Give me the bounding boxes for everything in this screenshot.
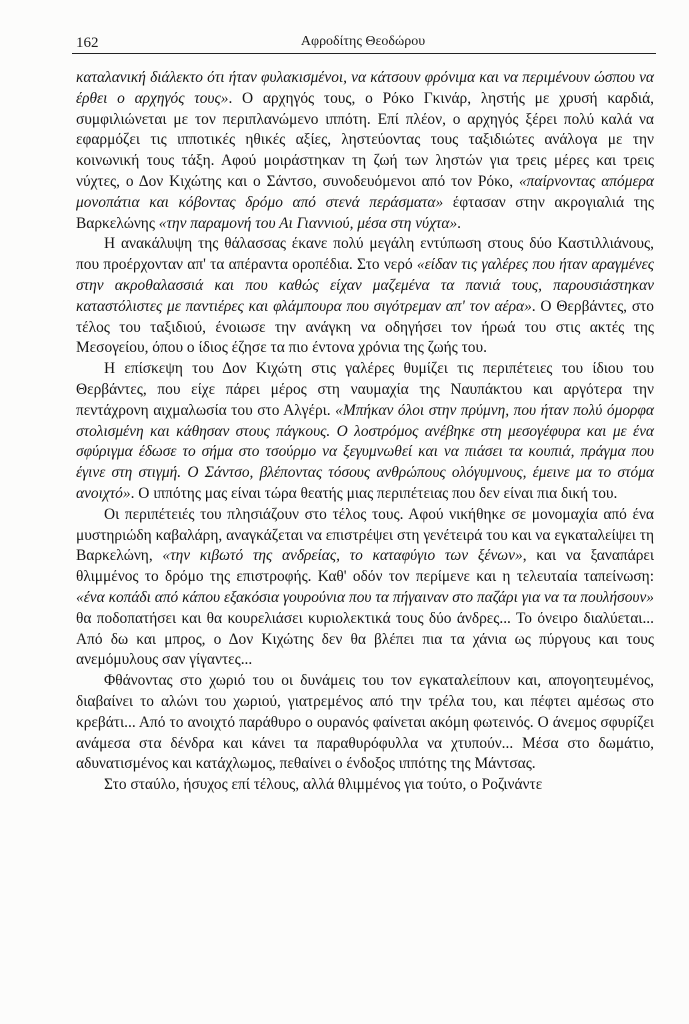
text-run: Στο σταύλο, ήσυχος επί τέλους, αλλά θλιμμένος για τούτο, ο Ροζινάντε [104,776,543,794]
text-run: έφτασαν στην ακρογιαλιά της Βαρκελώνης [76,193,654,232]
quoted-text: «Μπήκαν όλοι στην πρύμνη, που ήταν πολύ όμορφα στολισμένη και κάθησαν στους πάγκους. Ο λοστρόμος ανέβηκε στη μεσογέφυρα και με ένα σφύριγμα έδωσε το σήμα στο τσούρμο να ξεγυμνωθεί και να πιάσει τα κουπιά, πράγμα που έγινε στη στιγμή. Ο Σάντσο, βλέποντας τόσους ανθρώπους ολόγυμνους, έμεινε μα το στόμα ανοιχτό» [76,401,654,502]
text-run: . Ο ιππότης μας είναι τώρα θεατής μιας περιπέτειας που δεν είναι πια δική του. [130,484,618,502]
text-run: . [457,214,461,232]
paragraph [76,234,654,359]
text-run: Φθάνοντας στο χωριό του οι δυνάμεις του τον εγκαταλείπουν και, απογοητευμένος, διαβαίνει το αλώνι του χωριού, γιατρεμένος από την τρέλα του, και πέφτει αμέσως στο κρεβάτι... Από το ανοιχτό παράθυρο ο ουρανός φαίνεται ακόμη φωτεινός. Ο άνεμος σφυρίζει ανάμεσα στα δένδρα και κάνει τα παραθυρόφυλλα να χτυπούν... Μέσα στο δωμάτιο, αδυνατισμένος και κατάχλωμος, πεθαίνει ο ένδοξος ιππότης της Μάντσας. [76,672,654,773]
paragraph [76,505,654,671]
paragraph [76,359,654,505]
quoted-text: «την κιβωτό της ανδρείας, το καταφύγιο των ξένων» [162,547,523,565]
quoted-text: «παίρνοντας απόμερα μονοπάτια και κόβοντας δρόμο από στενά περάσματα» [76,172,654,211]
text-run: . Ο Θερβάντες, στο τέλος του ταξιδιού, ένοιωσε την ανάγκη να οδηγήσει τον ήρωά του στις ακτές της Μεσογείου, όπου ο ίδιος έζησε τα πιο έντονα χρόνια της ζωής του. [76,297,654,357]
quoted-text: «ένα κοπάδι από κάπου εξακόσια γουρούνια που τα πήγαιναν στο παζάρι για να τα πουλήσουν» [76,588,654,606]
running-title: Αφροδίτης Θεοδώρου [300,34,426,49]
text-run: Η επίσκεψη του Δον Κιχώτη στις γαλέρες θυμίζει τις περιπέτειες του ίδιου του Θερβάντες, που είχε πάρει μέρος στη ναυμαχία της Ναυπάκτου και αργότερα την πεντάχρονη αιχμαλωσία του στο Αλγέρι. [76,360,654,419]
text-run: Οι περιπέτειές του πλησιάζουν στο τέλος τους. Αφού νικήθηκε σε μονομαχία από ένα μυστηριώδη καβαλάρη, αναγκάζεται να επιστρέψει στη γενέτειρά του και να εγκαταλείψει τη Βαρκελώνη, [76,505,654,565]
text-run: , και να ξαναπάρει θλιμμένος το δρόμο της επιστροφής. Καθ' οδόν τον περίμενε και η τελευταία ταπείνωση: [76,547,655,586]
text-run: . Ο αρχηγός τους, ο Ρόκο Γκινάρ, ληστής με χρυσή καρδιά, συμφιλιώνεται με τον περιπλανώμενο ιππότη. Επί πλέον, ο αρχηγός ξέρει πολύ καλά να εφαρμόζει τις ιπποτικές ηθικές αξίες, ληστεύοντας τους ταξιδιώτες ανάλογα με την κοινωνική τους τάξη. Αφού μοιράστηκαν τη ζωή των ληστών για τρεις μέρες και τρεις νύχτες, ο Δον Κιχώτης και ο Σάντσο, συνοδευόμενοι από τον Ρόκο, [76,89,654,190]
page-number: 162 [76,35,99,51]
text-run: θα ποδοπατήσει και θα κουρελιάσει κυριολεκτικά τους δύο άνδρες... Το όνειρο διαλύεται... Από δω και μπρος, ο Δον Κιχώτης δεν θα βλέπει πια τα χάνια ως πύργους και τους ανεμόμυλους σαν γίγαντες... [76,609,654,669]
quoted-text: «είδαν τις γαλέρες που ήταν αραγμένες στην ακροθαλασσιά και που καθώς είχαν μαζεμένα τα πανιά τους, παρουσιάστηκαν καταστόλιστες με παντιέρες και φλάμπουρα που σιγότρεμαν απ' τον αέρα» [76,256,654,315]
quoted-text: καταλανική διάλεκτο ότι ήταν φυλακισμένοι, να κάτσουν φρόνιμα και να περιμένουν ώσπου να έρθει ο αρχηγός τους» [76,69,654,107]
paragraph [76,68,654,234]
paragraph [76,775,654,796]
body-text [76,68,654,796]
page-header [72,32,654,54]
header-rule [72,53,656,54]
paragraph [76,671,654,775]
text-run: Η ανακάλυψη της θάλασσας έκανε πολύ μεγάλη εντύπωση στους δύο Καστιλλιάνους, που προέρχονταν απ' τα απέραντα οροπέδια. Στο νερό [76,235,654,274]
quoted-text: «την παραμονή του Αι Γιαννιού, μέσα στη νύχτα» [158,214,458,232]
